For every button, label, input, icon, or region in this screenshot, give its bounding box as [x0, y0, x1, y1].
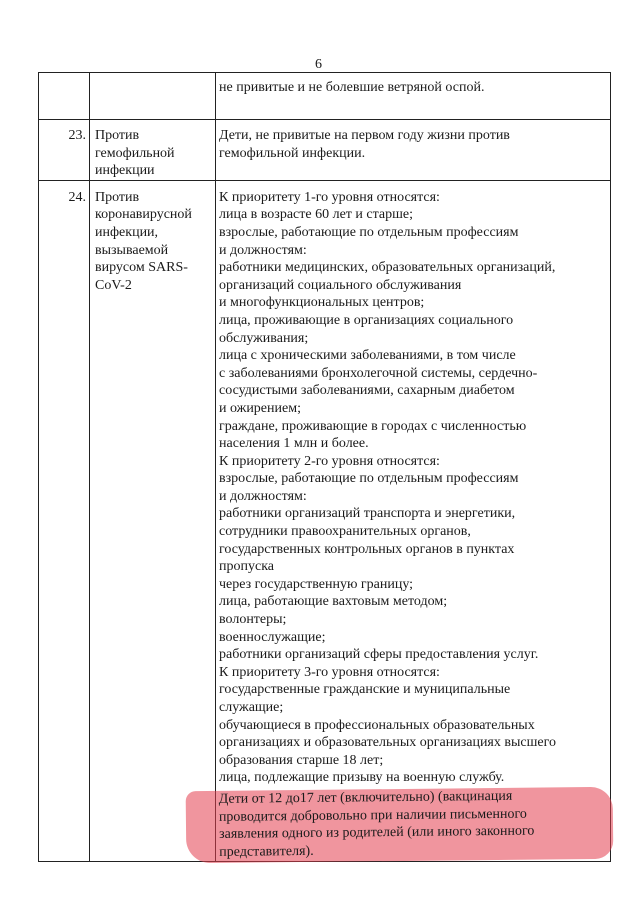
- infection-line: гемофильной: [95, 145, 175, 161]
- groups-line: гемофильной инфекции.: [219, 145, 366, 161]
- groups-line: обучающиеся в профессиональных образовательных: [219, 717, 535, 733]
- groups-line: К приоритету 2-го уровня относятся:: [219, 453, 440, 469]
- groups-line: пропуска: [219, 559, 275, 575]
- highlighted-line: представителя).: [219, 843, 314, 860]
- groups-line: организациях и образовательных организациях высшего: [219, 735, 556, 751]
- groups-line: работники медицинских, образовательных организаций,: [219, 260, 556, 276]
- groups-line: и ожирением;: [219, 400, 301, 416]
- groups-line: государственных контрольных органов в пунктах: [219, 541, 515, 557]
- groups-line: взрослые, работающие по отдельным профессиям: [219, 224, 519, 240]
- table-row: [39, 73, 611, 120]
- groups-line: К приоритету 1-го уровня относятся:: [219, 189, 440, 205]
- row-number: 24.: [68, 189, 86, 205]
- row-number-cell: [39, 180, 90, 862]
- infection-cell: [90, 180, 216, 862]
- infection-cell: [90, 73, 216, 120]
- groups-line: работники организаций транспорта и энергетики,: [219, 506, 516, 522]
- groups-line: не привитые и не болевшие ветряной оспой.: [219, 80, 485, 95]
- groups-line: лица с хроническими заболеваниями, в том числе: [219, 348, 516, 364]
- groups-line: образования старше 18 лет;: [219, 752, 384, 768]
- row-number: 23.: [68, 128, 86, 143]
- groups-line: лица, проживающие в организациях социального: [219, 312, 514, 328]
- groups-line: лица, подлежащие призыву на военную службу.: [219, 770, 505, 786]
- groups-line: военнослужащие;: [219, 629, 326, 645]
- groups-line: с заболеваниями бронхолегочной системы, сердечно-: [219, 365, 538, 381]
- groups-line: государственные гражданские и муниципальные: [219, 682, 511, 698]
- groups-line: организаций социального обслуживания: [219, 277, 462, 293]
- groups-line: через государственную границу;: [219, 576, 414, 592]
- groups-line: и многофункциональных центров;: [219, 295, 425, 311]
- groups-line: взрослые, работающие по отдельным профессиям: [219, 471, 519, 487]
- groups-line: работники организаций сферы предоставления услуг.: [219, 647, 539, 663]
- row-number-cell: [39, 73, 90, 120]
- highlighted-text-block: [186, 787, 614, 864]
- highlighted-line: заявления одного из родителей (или иного законного: [219, 823, 535, 843]
- groups-cell: [216, 73, 611, 120]
- highlighted-line: проводится добровольно при наличии письменного: [218, 806, 527, 825]
- infection-line: Против: [95, 128, 140, 143]
- groups-line: лица в возрасте 60 лет и старше;: [219, 207, 414, 223]
- table-row: [39, 180, 611, 862]
- infection-line: инфекции,: [95, 224, 159, 240]
- infection-line: CoV-2: [95, 277, 132, 293]
- groups-line: сосудистыми заболеваниями, сахарным диабетом: [219, 383, 515, 399]
- infection-line: вирусом SARS-: [95, 260, 188, 276]
- infection-line: коронавирусной: [95, 207, 192, 223]
- infection-cell: [90, 120, 216, 181]
- groups-line: обслуживания;: [219, 330, 309, 346]
- groups-line: сотрудники правоохранительных органов,: [219, 524, 471, 540]
- infection-line: инфекции: [95, 163, 155, 179]
- vaccination-table: [38, 72, 611, 862]
- groups-line: и должностям:: [219, 242, 307, 258]
- infection-line: вызываемой: [95, 242, 169, 258]
- groups-line: населения 1 млн и более.: [219, 436, 369, 452]
- highlighted-line: Дети от 12 до17 лет (включительно) (вакцинация: [218, 788, 513, 807]
- groups-cell: [216, 120, 611, 181]
- groups-line: граждане, проживающие в городах с численностью: [219, 418, 527, 434]
- groups-line: К приоритету 3-го уровня относятся:: [219, 664, 440, 680]
- groups-line: лица, работающие вахтовым методом;: [219, 594, 448, 610]
- groups-line: служащие;: [219, 700, 284, 715]
- table-row: [39, 120, 611, 181]
- infection-line: Против: [95, 189, 140, 205]
- groups-line: и должностям:: [219, 488, 307, 504]
- groups-line: волонтеры;: [219, 612, 287, 628]
- page-number: 6: [315, 57, 322, 72]
- groups-cell: [216, 180, 611, 862]
- groups-line: Дети, не привитые на первом году жизни против: [219, 128, 510, 143]
- row-number-cell: [39, 120, 90, 181]
